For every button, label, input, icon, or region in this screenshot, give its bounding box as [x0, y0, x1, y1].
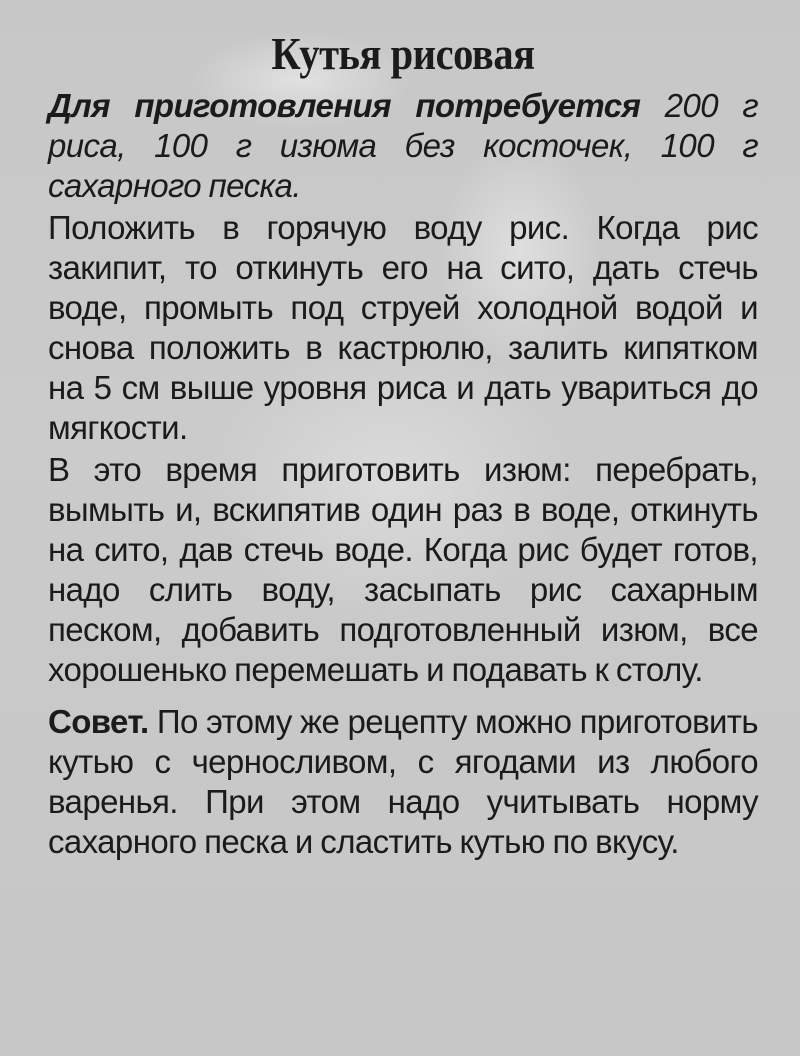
instructions-step-1: Положить в горячую воду рис. Когда рис закипит, то откинуть его на сито, дать стечь воде, промыть под струей холодной водой и снова положить в кастрюлю, залить кипятком на 5 см выше уровня риса и дать увариться до мягкости. [48, 209, 758, 446]
instructions-step-2: В это время приготовить изюм: перебрать, вымыть и, вскипятив один раз в воде, откинуть на сито, дав стечь воде. Когда рис будет готов, надо слить воду, засыпать рис сахарным песком, добавить подготовленный изюм, все хорошенько перемешать и подавать к столу. [48, 451, 758, 688]
ingredients-text: 200 г риса, 100 г изюма без косточек, 100 г сахарного песка. [48, 87, 758, 204]
ingredients-lead: Для приготовления потребуется [48, 87, 641, 124]
advice-text: По этому же рецепту можно приготовить кутью с черносливом, с ягодами из любого варенья. При этом надо учитывать норму сахарного песка и сластить кутью по вкусу. [48, 703, 758, 860]
recipe-title: Кутья рисовая [271, 28, 535, 79]
ingredients-paragraph [48, 86, 758, 206]
advice-lead: Совет. [48, 703, 149, 740]
advice-paragraph [48, 702, 758, 862]
